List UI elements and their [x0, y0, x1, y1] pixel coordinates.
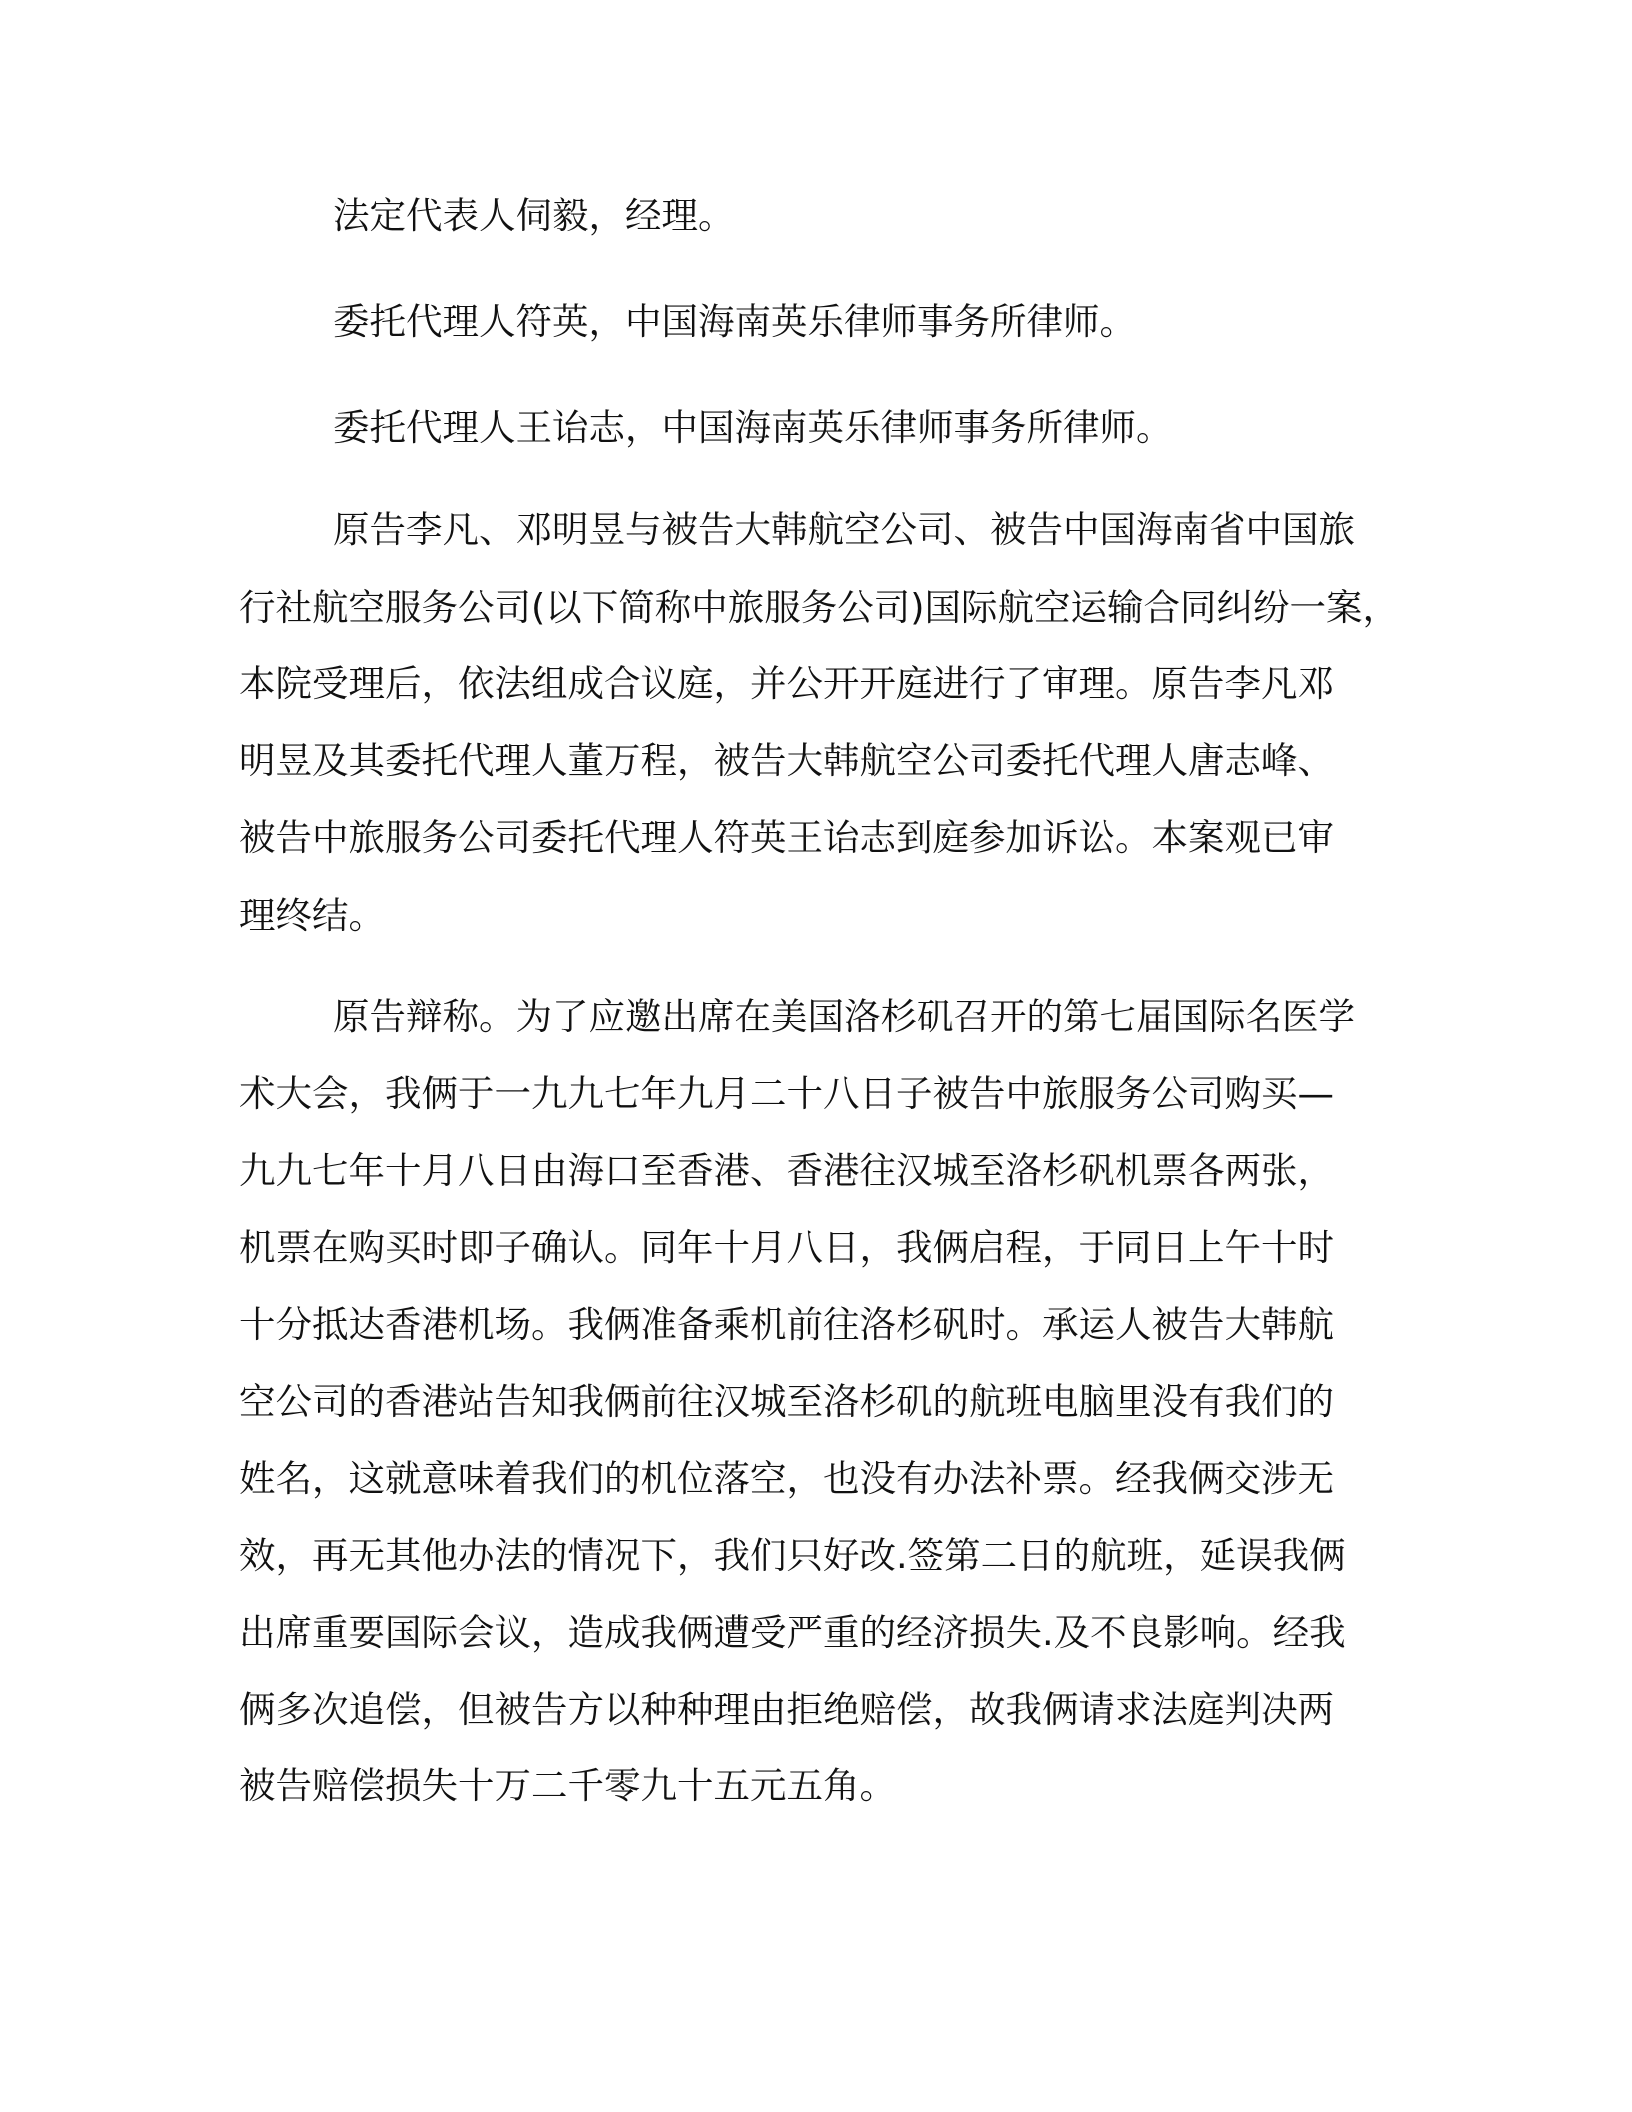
case-paragraph-line-4: 明昱及其委托代理人董万程，被告大韩航空公司委托代理人唐志峰、: [239, 739, 1334, 782]
plaintiff-paragraph-line-3: 九九七年十月八日由海口至香港、香港往汉城至洛杉矾机票各两张，: [239, 1149, 1334, 1192]
agent-line-wang-yizhi: 委托代理人王诒志，中国海南英乐律师事务所律师。: [333, 406, 1173, 449]
case-paragraph-line-2: 行社航空服务公司(以下简称中旅服务公司)国际航空运输合同纠纷一案，: [239, 586, 1399, 629]
plaintiff-paragraph-line-9: 出席重要国际会议，造成我俩遭受严重的经济损失.及不良影响。经我: [239, 1611, 1346, 1654]
case-paragraph-line-1: 原告李凡、邓明昱与被告大韩航空公司、被告中国海南省中国旅: [333, 508, 1355, 551]
case-paragraph-line-5: 被告中旅服务公司委托代理人符英王诒志到庭参加诉讼。本案观已审: [239, 816, 1334, 859]
plaintiff-paragraph-line-8: 效，再无其他办法的情况下，我们只好改.签第二日的航班，延误我俩: [239, 1534, 1346, 1577]
plaintiff-paragraph-line-1: 原告辩称。为了应邀出席在美国洛杉矶召开的第七届国际名医学: [333, 995, 1355, 1038]
plaintiff-paragraph-line-11: 被告赔偿损失十万二千零九十五元五角。: [239, 1764, 896, 1807]
plaintiff-paragraph-line-7: 姓名，这就意味着我们的机位落空，也没有办法补票。经我俩交涉无: [239, 1457, 1334, 1500]
plaintiff-paragraph-line-5: 十分抵达香港机场。我俩准备乘机前往洛杉矾时。承运人被告大韩航: [239, 1303, 1334, 1346]
agent-line-fu-ying: 委托代理人符英，中国海南英乐律师事务所律师。: [333, 300, 1136, 343]
plaintiff-paragraph-line-6: 空公司的香港站告知我俩前往汉城至洛杉矶的航班电脑里没有我们的: [239, 1380, 1334, 1423]
plaintiff-paragraph-line-4: 机票在购买时即子确认。同年十月八日，我俩启程，于同日上午十时: [239, 1226, 1334, 1269]
legal-representative-line: 法定代表人伺毅，经理。: [333, 194, 735, 237]
case-paragraph-line-6: 理终结。: [239, 894, 385, 937]
case-paragraph-line-3: 本院受理后，依法组成合议庭，并公开开庭进行了审理。原告李凡邓: [239, 662, 1334, 705]
plaintiff-paragraph-line-10: 俩多次追偿，但被告方以种种理由拒绝赔偿，故我俩请求法庭判决两: [239, 1688, 1334, 1731]
plaintiff-paragraph-line-2: 术大会，我俩于一九九七年九月二十八日子被告中旅服务公司购买—: [239, 1072, 1334, 1115]
